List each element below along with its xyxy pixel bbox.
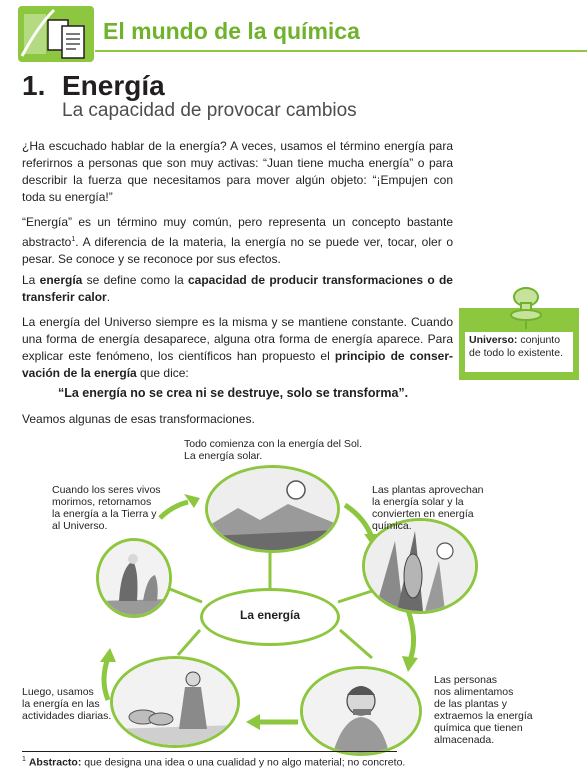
caption-line: nos alimentamos xyxy=(434,686,514,698)
paragraph-3-text-c: se define como la xyxy=(82,273,188,287)
caption-line: convierten en energía xyxy=(372,508,474,520)
pushpin-icon xyxy=(506,285,546,334)
energy-definition: capacidad de producir transformaciones o de transferir calor xyxy=(22,273,453,304)
caption-line: Todo comienza con la energía del Sol. xyxy=(184,438,363,450)
sun-landscape-image xyxy=(205,465,340,553)
caption-activities xyxy=(22,686,111,722)
paragraph-2-text-b: . A diferencia de la materia, la energía no se puede ver, tocar, oler o pesar. Se conoce y se reconoce por sus efectos. xyxy=(22,235,453,266)
paragraph-5: Veamos algunas de esas transformaciones. xyxy=(22,412,255,426)
caption-line: al Universo. xyxy=(52,520,108,532)
death-return-image xyxy=(96,538,172,618)
chapter-icon xyxy=(18,6,94,62)
caption-line: química que tienen xyxy=(434,722,523,734)
caption-line: actividades diarias. xyxy=(22,710,112,722)
caption-plants xyxy=(372,484,484,532)
paragraph-1: ¿Ha escuchado hablar de la energía? A veces, usamos el término energía para referirnos a personas que son muy activas: “Juan tiene mucha energía” o para describir la fuerza que necesitamos para mover algún objeto: “¡Empujen con toda su energía!” xyxy=(22,139,453,204)
conservation-quote: “La energía no se crea ni se destruye, solo se transforma”. xyxy=(58,386,409,400)
daily-activities-image xyxy=(110,656,240,748)
glossary-entry xyxy=(465,332,573,372)
diagram-center-label: La energía xyxy=(239,608,301,622)
section-number: 1. xyxy=(22,70,46,101)
caption-line: La energía solar. xyxy=(184,450,263,462)
caption-line: Las plantas aprovechan xyxy=(372,484,484,496)
header-divider xyxy=(95,50,587,52)
caption-line: Las personas xyxy=(434,674,498,686)
section-subtitle: La capacidad de provocar cambios xyxy=(62,100,357,121)
person-eating-image xyxy=(300,666,422,756)
caption-line: la energía en las xyxy=(22,698,100,710)
caption-line: química. xyxy=(372,520,412,532)
caption-people xyxy=(434,674,533,746)
paragraph-2 xyxy=(22,214,453,268)
footnote-ref: 1 xyxy=(71,236,76,243)
paragraph-4-text-a: La energía del Universo siempre es la misma y se mantiene constante. Cuando una forma de energía desaparece, alguna otra forma de energía aparece. Para explicar este fenómeno, los científicos han propuesto el xyxy=(22,315,453,363)
footnote-term: Abstracto: xyxy=(28,756,82,769)
caption-line: almacenada. xyxy=(434,734,495,746)
section-title: Energía xyxy=(62,70,165,101)
footnote-text: que designa una idea o una cualidad y no algo material; no concreto. xyxy=(81,756,406,769)
caption-line: Luego, usamos xyxy=(22,686,94,698)
paragraph-3 xyxy=(22,272,453,306)
caption-line: morimos, retornamos xyxy=(52,496,152,508)
caption-sun xyxy=(184,438,362,462)
footnote-divider xyxy=(22,751,397,752)
term-energia: energía xyxy=(39,273,83,287)
caption-line: la energía a la Tierra y xyxy=(52,508,157,520)
paragraph-4-text-c: que dice: xyxy=(136,366,189,380)
caption-line: de las plantas y xyxy=(434,698,507,710)
paragraph-4 xyxy=(22,314,453,382)
caption-line: Cuando los seres vivos xyxy=(52,484,161,496)
caption-line: extraemos la energía xyxy=(434,710,533,722)
paragraph-3-text-a: La xyxy=(22,273,40,287)
plants-image xyxy=(362,518,478,614)
glossary-term: Universo: xyxy=(469,334,518,346)
footnote xyxy=(22,756,405,769)
paragraph-3-text-e: . xyxy=(106,290,111,304)
paragraph-2-text-a: “Energía” es un término muy común, pero representa un concepto bastante abstracto xyxy=(22,215,453,249)
chapter-title: El mundo de la química xyxy=(103,18,360,44)
caption-death xyxy=(52,484,161,532)
glossary-definition: conjunto de todo lo existente. xyxy=(469,334,563,359)
principle-name: principio de conser- vación de la energía xyxy=(22,349,454,380)
footnote-number: 1 xyxy=(22,756,26,763)
caption-line: la energía solar y la xyxy=(372,496,464,508)
